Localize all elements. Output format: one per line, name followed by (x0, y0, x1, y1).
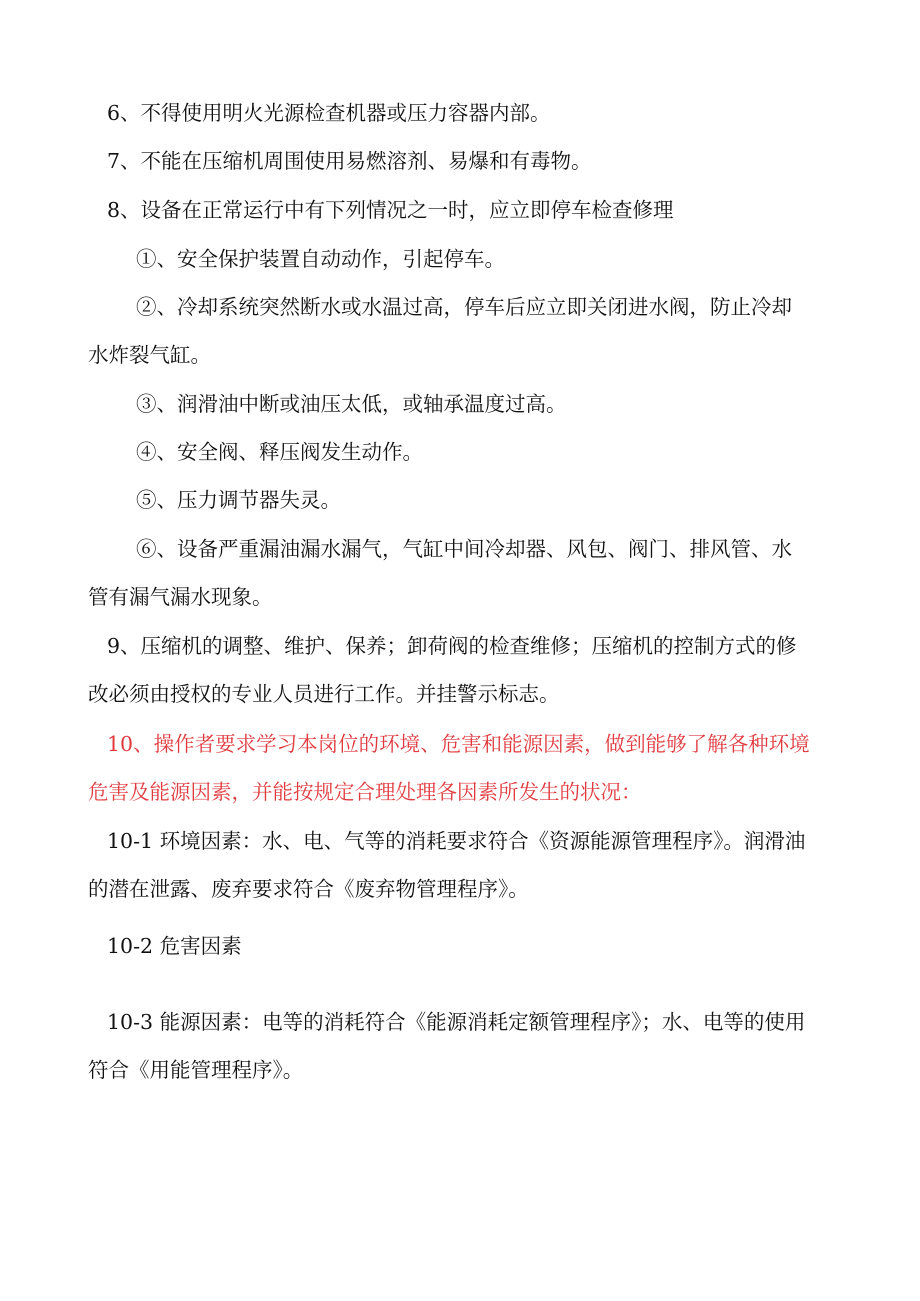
item-10-1 (88, 817, 832, 913)
sub-item-6-line-1: ⑥、设备严重漏油漏水漏气，气缸中间冷却器、风包、阀门、排风管、水 (136, 537, 792, 561)
item-10-3 (88, 998, 832, 1094)
sub-item-1: ①、安全保护装置自动动作，引起停车。 (136, 247, 505, 271)
item-6: 6、不得使用明火光源检查机器或压力容器内部。 (107, 101, 551, 125)
item-10-1-line-1: 10-1 环境因素：水、电、气等的消耗要求符合《资源能源管理程序》。润滑油 (107, 829, 806, 853)
sub-item-6 (88, 525, 832, 621)
item-10-line-1: 10、操作者要求学习本岗位的环境、危害和能源因素，做到能够了解各种环境 (107, 732, 810, 756)
item-10-3-line-1: 10-3 能源因素：电等的消耗符合《能源消耗定额管理程序》；水、电等的使用 (107, 1010, 806, 1034)
item-10-line-2: 危害及能源因素，并能按规定合理处理各因素所发生的状况： (88, 780, 642, 804)
item-9-line-2: 改必须由授权的专业人员进行工作。并挂警示标志。 (88, 682, 560, 706)
sub-item-2 (88, 283, 832, 379)
item-9-line-1: 9、压缩机的调整、维护、保养；卸荷阀的检查维修；压缩机的控制方式的修 (107, 634, 797, 658)
sub-item-4: ④、安全阀、释压阀发生动作。 (136, 440, 423, 464)
item-7: 7、不能在压缩机周围使用易燃溶剂、易爆和有毒物。 (107, 149, 592, 173)
sub-item-2-line-1: ②、冷却系统突然断水或水温过高，停车后应立即关闭进水阀，防止冷却 (136, 295, 792, 319)
item-10-1-line-2: 的潜在泄露、废弃要求符合《废弃物管理程序》。 (88, 877, 529, 901)
item-10 (88, 720, 832, 816)
sub-item-6-line-2: 管有漏气漏水现象。 (88, 585, 273, 609)
item-10-2: 10-2 危害因素 (107, 934, 242, 958)
item-8: 8、设备在正常运行中有下列情况之一时，应立即停车检查修理 (107, 198, 674, 222)
sub-item-5: ⑤、压力调节器失灵。 (136, 488, 341, 512)
item-9 (88, 622, 832, 718)
sub-item-3: ③、润滑油中断或油压太低，或轴承温度过高。 (136, 392, 567, 416)
sub-item-2-line-2: 水炸裂气缸。 (88, 343, 211, 367)
item-10-3-line-2: 符合《用能管理程序》。 (88, 1058, 304, 1082)
